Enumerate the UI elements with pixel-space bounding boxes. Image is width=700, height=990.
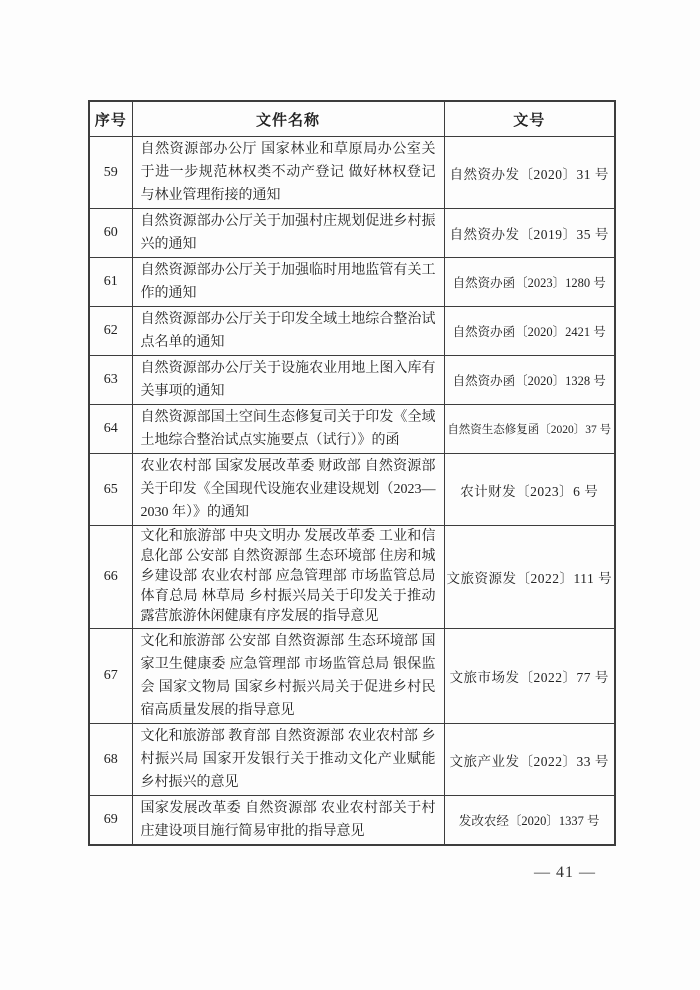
cell-document-name: 文化和旅游部 公安部 自然资源部 生态环境部 国家卫生健康委 应急管理部 市场监管总局 银保监会 国家文物局 国家乡村振兴局关于促进乡村民宿高质量发展的指导意见 <box>132 629 444 724</box>
col-header-docnum: 文号 <box>444 101 615 137</box>
table-row <box>89 356 615 405</box>
cell-document-number: 自然资办发〔2020〕31 号 <box>444 137 615 209</box>
cell-seq: 65 <box>89 454 132 526</box>
table-row <box>89 796 615 846</box>
cell-seq: 60 <box>89 209 132 258</box>
cell-seq: 63 <box>89 356 132 405</box>
cell-seq: 64 <box>89 405 132 454</box>
files-table <box>88 100 616 846</box>
cell-document-name: 自然资源部办公厅关于加强临时用地监管有关工作的通知 <box>132 258 444 307</box>
cell-document-name: 国家发展改革委 自然资源部 农业农村部关于村庄建设项目施行简易审批的指导意见 <box>132 796 444 846</box>
cell-seq: 67 <box>89 629 132 724</box>
table-row <box>89 137 615 209</box>
cell-document-name: 自然资源部办公厅关于印发全域土地综合整治试点名单的通知 <box>132 307 444 356</box>
cell-document-number: 发改农经〔2020〕1337 号 <box>444 796 615 846</box>
cell-document-number: 自然资办函〔2020〕2421 号 <box>444 307 615 356</box>
cell-seq: 61 <box>89 258 132 307</box>
cell-document-name: 农业农村部 国家发展改革委 财政部 自然资源部关于印发《全国现代设施农业建设规划（2023—2030 年）》的通知 <box>132 454 444 526</box>
cell-seq: 62 <box>89 307 132 356</box>
cell-document-number: 自然资生态修复函〔2020〕37 号 <box>444 405 615 454</box>
table-row <box>89 526 615 629</box>
cell-document-name: 自然资源部国土空间生态修复司关于印发《全域土地综合整治试点实施要点（试行）》的函 <box>132 405 444 454</box>
cell-seq: 66 <box>89 526 132 629</box>
table-row <box>89 629 615 724</box>
cell-document-name: 自然资源部办公厅 国家林业和草原局办公室关于进一步规范林权类不动产登记 做好林权登记与林业管理衔接的通知 <box>132 137 444 209</box>
cell-document-number: 自然资办函〔2020〕1328 号 <box>444 356 615 405</box>
cell-document-number: 农计财发〔2023〕6 号 <box>444 454 615 526</box>
cell-seq: 69 <box>89 796 132 846</box>
table-row <box>89 209 615 258</box>
cell-document-number: 文旅资源发〔2022〕111 号 <box>444 526 615 629</box>
cell-document-name: 自然资源部办公厅关于加强村庄规划促进乡村振兴的通知 <box>132 209 444 258</box>
cell-document-number: 自然资办发〔2019〕35 号 <box>444 209 615 258</box>
cell-document-number: 文旅产业发〔2022〕33 号 <box>444 724 615 796</box>
col-header-name: 文件名称 <box>132 101 444 137</box>
table-row <box>89 454 615 526</box>
table-row <box>89 724 615 796</box>
cell-document-name: 文化和旅游部 中央文明办 发展改革委 工业和信息化部 公安部 自然资源部 生态环境部 住房和城乡建设部 农业农村部 应急管理部 市场监管总局 体育总局 林草局 乡村振兴局关于印发关于推动露营旅游休闲健康有序发展的指导意见 <box>132 526 444 629</box>
table-row <box>89 307 615 356</box>
cell-seq: 59 <box>89 137 132 209</box>
table-header-row <box>89 101 615 137</box>
cell-document-name: 文化和旅游部 教育部 自然资源部 农业农村部 乡村振兴局 国家开发银行关于推动文化产业赋能乡村振兴的意见 <box>132 724 444 796</box>
cell-seq: 68 <box>89 724 132 796</box>
cell-document-name: 自然资源部办公厅关于设施农业用地上图入库有关事项的通知 <box>132 356 444 405</box>
page-number: — 41 — <box>534 864 596 881</box>
cell-document-number: 文旅市场发〔2022〕77 号 <box>444 629 615 724</box>
table-row <box>89 258 615 307</box>
col-header-seq: 序号 <box>89 101 132 137</box>
table-row <box>89 405 615 454</box>
cell-document-number: 自然资办函〔2023〕1280 号 <box>444 258 615 307</box>
